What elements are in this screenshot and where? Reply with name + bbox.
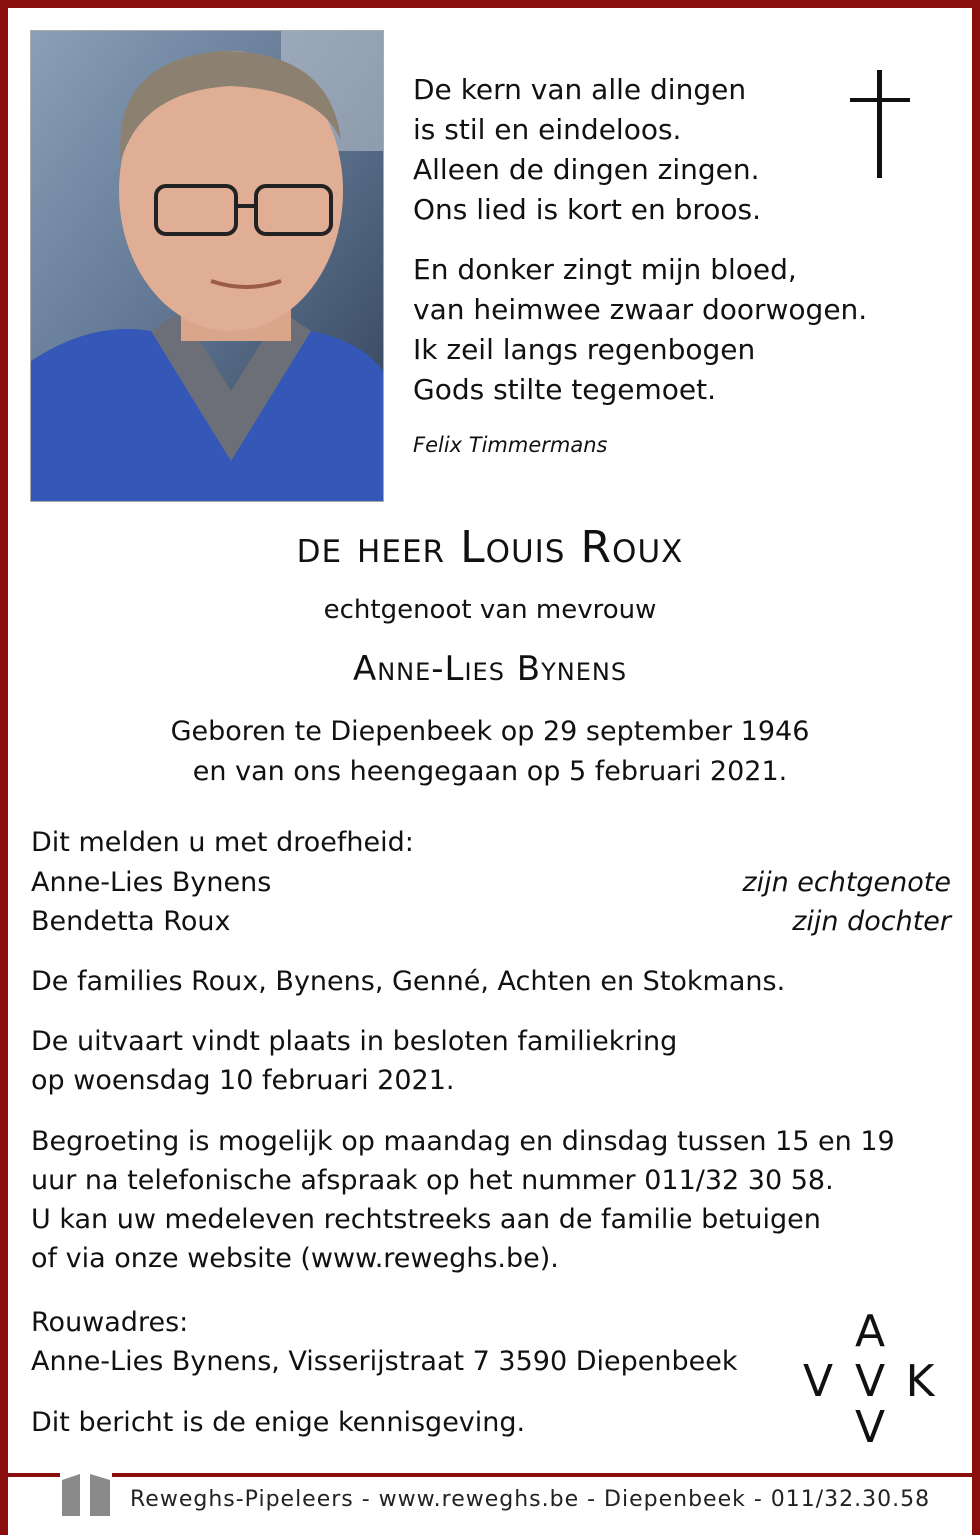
poem-line: Ons lied is kort en broos. xyxy=(413,193,762,226)
cross-icon xyxy=(848,70,912,178)
portrait-photo xyxy=(30,30,384,502)
poem-stanza-2 xyxy=(413,250,883,410)
greeting-line: Begroeting is mogelijk op maandag en dinsdag tussen 15 en 19 xyxy=(31,1126,895,1157)
poem-line: van heimwee zwaar doorwogen. xyxy=(413,293,868,326)
poem-author: Felix Timmermans xyxy=(413,433,608,457)
poem xyxy=(413,70,883,460)
family-list xyxy=(31,863,951,941)
portrait-illustration xyxy=(31,31,383,501)
families-line: De families Roux, Bynens, Genné, Achten en Stokmans. xyxy=(31,966,786,997)
deceased-name: de heer Louis Roux xyxy=(296,522,684,573)
funeral-line: De uitvaart vindt plaats in besloten familiekring xyxy=(31,1026,678,1057)
life-dates xyxy=(8,712,972,792)
family-row xyxy=(31,863,951,902)
greeting-line: uur na telefonische afspraak op het nummer 011/32 30 58. xyxy=(31,1165,834,1196)
family-row xyxy=(31,902,951,941)
logo-letter: V xyxy=(854,1356,886,1407)
poem-line: is stil en eindeloos. xyxy=(413,113,682,146)
announcement-intro: Dit melden u met droefheid: xyxy=(31,827,414,858)
footer-contact: Reweghs-Pipeleers - www.reweghs.be - Diepenbeek - 011/32.30.58 xyxy=(130,1487,931,1512)
avvk-logo xyxy=(790,1300,950,1450)
death-line: en van ons heengegaan op 5 februari 2021. xyxy=(192,756,788,787)
funeral-info xyxy=(31,1022,951,1100)
closing-line: Dit bericht is de enige kennisgeving. xyxy=(31,1407,526,1438)
funeral-home-logo-icon xyxy=(60,1470,112,1518)
logo-letter: V xyxy=(854,1402,886,1450)
family-member-relation: zijn dochter xyxy=(792,906,951,937)
poem-line: Ik zeil langs regenbogen xyxy=(413,333,756,366)
poem-line: Gods stilte tegemoet. xyxy=(413,373,717,406)
family-member-relation: zijn echtgenote xyxy=(742,867,951,898)
poem-line: En donker zingt mijn bloed, xyxy=(413,253,797,286)
poem-line: Alleen de dingen zingen. xyxy=(413,153,760,186)
address-text: Anne-Lies Bynens, Visserijstraat 7 3590 Diepenbeek xyxy=(31,1346,738,1377)
logo-letter: A xyxy=(854,1306,886,1357)
funeral-line: op woensdag 10 februari 2021. xyxy=(31,1065,455,1096)
poem-stanza-1 xyxy=(413,70,883,230)
spouse-name: Anne-Lies Bynens xyxy=(352,649,628,689)
poem-line: De kern van alle dingen xyxy=(413,73,747,106)
family-member-name: Bendetta Roux xyxy=(31,906,231,937)
birth-line: Geboren te Diepenbeek op 29 september 1946 xyxy=(170,716,810,747)
greeting-line: of via onze website (www.reweghs.be). xyxy=(31,1243,559,1274)
logo-letter: V xyxy=(802,1356,834,1407)
spouse-label: echtgenoot van mevrouw xyxy=(323,595,657,625)
logo-letter: K xyxy=(905,1356,935,1407)
footer-divider xyxy=(0,1473,980,1477)
greeting-line: U kan uw medeleven rechtstreeks aan de familie betuigen xyxy=(31,1204,821,1235)
address-label: Rouwadres: xyxy=(31,1307,189,1338)
family-member-name: Anne-Lies Bynens xyxy=(31,867,272,898)
greeting-info xyxy=(31,1122,951,1278)
